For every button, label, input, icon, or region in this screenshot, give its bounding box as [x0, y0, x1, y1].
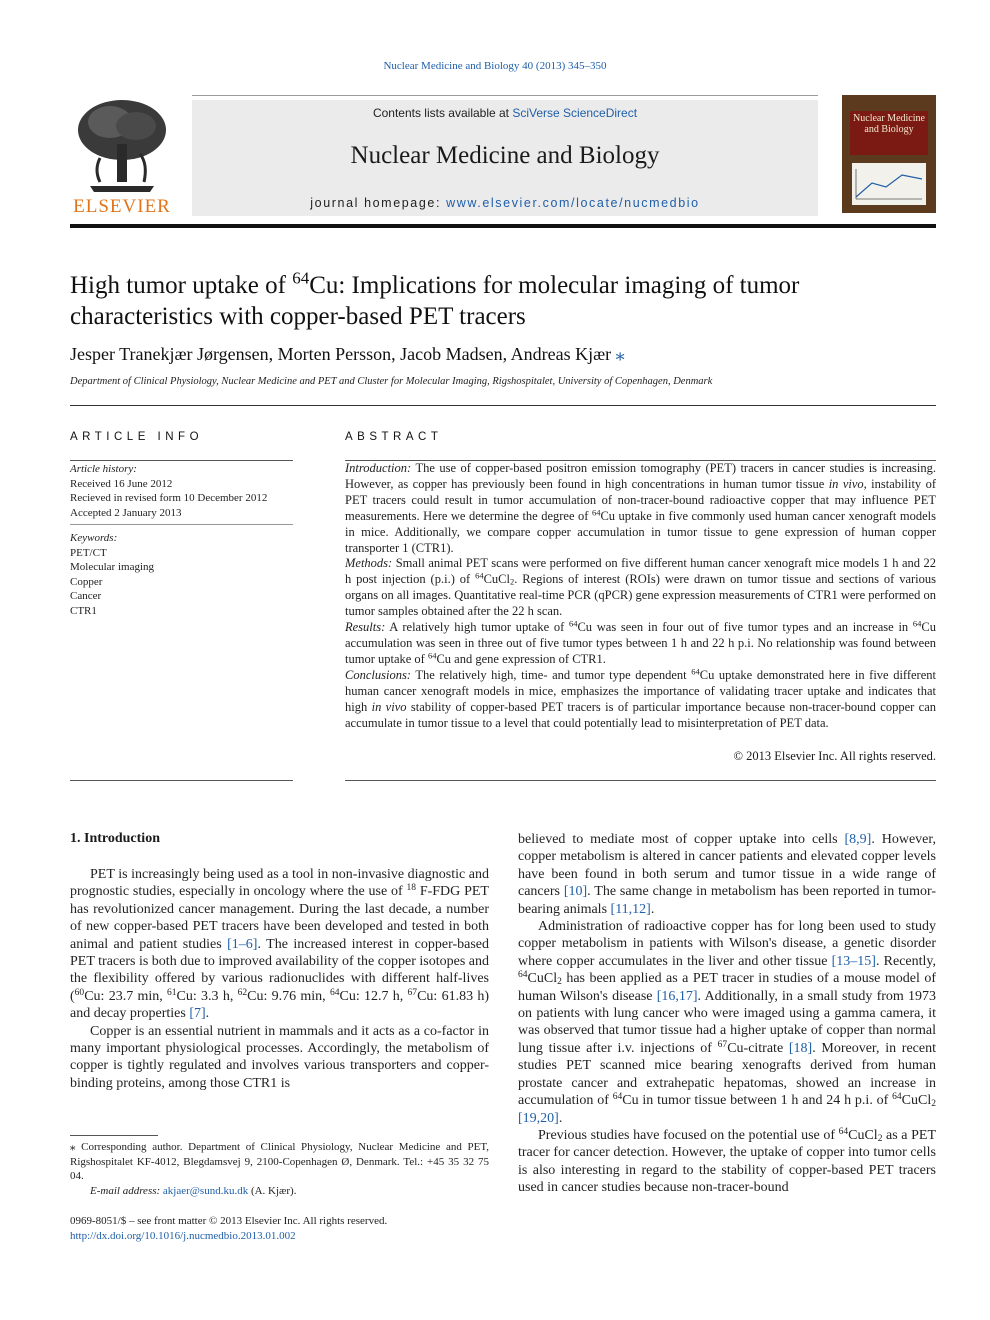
corresponding-author-note: ⁎ Corresponding author. Department of Clinical Physiology, Nuclear Medicine and PET, Rigshospitalet KF-4012, Blegdamsvej 9, 2100-Copenhagen Ø, Denmark. Tel.: +45 35 32 75 04.	[70, 1141, 489, 1182]
abstract-introduction: Introduction: The use of copper-based positron emission tomography (PET) tracers in cancer studies is increasing. However, as copper has previously been found in high concentrations in human tumor tissue in vivo, instability of PET tracers could result in tumor accumulation of non-tracer-bound radioactive copper that may influence PET measurements. Here we determine the degree of $^{64}$Cu uptake in five commonly used human cancer xenograft models in mice. Additionally, we compare copper accumulation in tumor tissue to gene expression of human copper transporter 1 (CTR1).	[345, 461, 936, 555]
history-label: Article history:	[70, 463, 137, 475]
journal-homepage: journal homepage: www.elsevier.com/locate/nucmedbio	[310, 196, 700, 210]
sciencedirect-link[interactable]: SciVerse ScienceDirect	[512, 106, 638, 120]
citation-link[interactable]: [11,12]	[610, 901, 651, 917]
author-list: Jesper Tranekjær Jørgensen, Morten Persson, Jacob Madsen, Andreas Kjær ⁎	[70, 344, 625, 364]
footnote-rule	[70, 1135, 158, 1136]
cover-figure	[852, 163, 926, 205]
header-divider	[192, 95, 818, 96]
body-column-left	[70, 866, 489, 1092]
citation-link[interactable]: [10]	[563, 884, 588, 900]
article-info-rule	[70, 460, 293, 461]
footnote	[70, 1140, 489, 1198]
issn-doi-block	[70, 1214, 670, 1243]
citation-link[interactable]: [13–15]	[831, 953, 876, 969]
copyright-notice: © 2013 Elsevier Inc. All rights reserved.	[733, 749, 936, 763]
keyword: Molecular imaging	[70, 561, 155, 573]
email-note: E-mail address: akjaer@sund.ku.dk (A. Kjær).	[90, 1184, 297, 1197]
corresponding-author-link[interactable]: ⁎	[615, 344, 625, 364]
journal-citation[interactable]: Nuclear Medicine and Biology 40 (2013) 345–350	[383, 60, 607, 72]
article-title: High tumor uptake of $^{64}$Cu: Implications for molecular imaging of tumor characteristics with copper-based PET tracers	[70, 268, 800, 330]
elsevier-tree-icon	[70, 96, 174, 194]
citation-link[interactable]: [7]	[189, 1006, 206, 1022]
info-divider	[70, 524, 293, 525]
history-received: Received 16 June 2012	[70, 477, 173, 490]
keyword: PET/CT	[70, 546, 107, 559]
article-info	[70, 462, 293, 618]
introduction-heading: 1. Introduction	[70, 831, 160, 846]
journal-title: Nuclear Medicine and Biology	[350, 142, 660, 169]
header-rule	[70, 224, 936, 228]
body-column-right	[518, 831, 936, 1197]
history-revised: Recieved in revised form 10 December 2012	[70, 492, 268, 504]
intro-paragraph-3: Administration of radioactive copper has for long been used to study copper metabolism in patients with Wilson's disease, a genetic disorder where copper accumulates in the liver and other tissue [13–15]. Recently, $^{64}$CuCl$_2$ has been applied as a PET tracer in studies of a mouse model of human Wilson's disease [16,17]. Additionally, in a small study from 1973 on patients with lung cancer who were imaged using a gamma camera, it was observed that tumor tissue had a higher uptake of copper than normal lung tissue after i.v. injections of $^{67}$Cu-citrate [18]. Moreover, in recent studies PET scanned mice bearing xenografts derived from human prostate cancer and extrahepatic hepatomas, showed an increase in accumulation of $^{64}$Cu in tumor tissue between 1 h and 24 h p.i. of $^{64}$CuCl$_2$ [19,20].	[518, 919, 936, 1126]
history-accepted: Accepted 2 January 2013	[70, 506, 182, 519]
intro-paragraph-2-cont: believed to mediate most of copper uptake into cells [8,9]. However, copper metabolism is altered in cancer patients and elevated copper levels have been found in both serum and tumor tissue in a wide range of cancers [10]. The same change in metabolism has been reported in tumor-bearing animals [11,12].	[518, 832, 936, 917]
abstract-conclusions: Conclusions: The relatively high, time- and tumor type dependent $^{64}$Cu uptake demonstrated here in five different human cancer xenograft models in mice, emphasizes the importance of validating tracer uptake and indicates that high in vivo stability of copper-based PET tracers is of particular importance because non-tracer-bound copper can accumulate in tumor tissue to a level that could potentially lead to misinterpretation of PET data.	[345, 666, 936, 730]
abstract-results: Results: A relatively high tumor uptake of $^{64}$Cu was seen in four out of five tumor types and an increase in $^{64}$Cu accumulation was seen in three out of five tumor types between 1 h and 22 h p.i. No relationship was found between tumor uptake of $^{64}$Cu and gene expression of CTR1.	[345, 618, 936, 666]
homepage-link[interactable]: www.elsevier.com/locate/nucmedbio	[446, 196, 700, 210]
abstract-bottom-rule	[345, 780, 936, 781]
citation-link[interactable]: [8,9]	[844, 832, 872, 847]
abstract-heading: ABSTRACT	[345, 431, 443, 443]
article-info-bottom-rule	[70, 780, 293, 781]
abstract-body	[345, 461, 936, 731]
citation-link[interactable]: [16,17]	[656, 988, 698, 1004]
doi-link[interactable]: http://dx.doi.org/10.1016/j.nucmedbio.2013.01.002	[70, 1229, 296, 1242]
email-link[interactable]: akjaer@sund.ku.dk	[162, 1184, 249, 1197]
citation-link[interactable]: [1–6]	[227, 936, 258, 952]
cover-plot-icon	[852, 163, 926, 205]
keyword: CTR1	[70, 604, 97, 617]
cover-title: Nuclear Medicine and Biology	[853, 113, 925, 135]
article-info-heading: ARTICLE INFO	[70, 431, 204, 443]
contents-available: Contents lists available at SciVerse ScienceDirect	[372, 106, 638, 120]
issn-line: 0969-8051/$ – see front matter © 2013 Elsevier Inc. All rights reserved.	[70, 1215, 388, 1227]
affiliation: Department of Clinical Physiology, Nuclear Medicine and PET and Cluster for Molecular Imaging, Rigshospitalet, University of Copenhagen, Denmark	[70, 376, 713, 387]
citation-link[interactable]: [19,20]	[518, 1110, 559, 1126]
intro-paragraph-1: PET is increasingly being used as a tool in non-invasive diagnostic and prognostic studies, especially in oncology where the use of $^{18}$ F-FDG PET has revolutionized cancer management. During the last decade, a number of new copper-based PET tracers have been developed and tested in both animal and patient studies [1–6]. The increased interest in copper-based PET tracers is both due to improved availability of the copper isotopes and the flexibility offered by various radionuclides with different half-lives ($^{60}$Cu: 23.7 min, $^{61}$Cu: 3.3 h, $^{62}$Cu: 9.76 min, $^{64}$Cu: 12.7 h, $^{67}$Cu: 61.83 h) and decay properties [7].	[70, 867, 490, 1022]
journal-cover-thumbnail[interactable]	[842, 95, 936, 213]
title-rule	[70, 405, 936, 406]
intro-paragraph-2: Copper is an essential nutrient in mammals and it acts as a co-factor in many important physiological processes. Accordingly, the metabolism of copper is tightly regulated and involves various transporters and copper-binding proteins, among those CTR1 is	[70, 1023, 489, 1091]
elsevier-logo[interactable]	[70, 96, 174, 216]
keywords-label: Keywords:	[70, 532, 118, 544]
intro-paragraph-4: Previous studies have focused on the potential use of $^{64}$CuCl$_2$ as a PET tracer for cancer detection. However, the uptake of copper into tumor cells is also interesting in regard to the stability of copper-based PET tracers used in cancer studies because non-tracer-bound	[518, 1126, 936, 1196]
abstract-methods: Methods: Small animal PET scans were performed on five different human cancer xenograft mice models 1 h and 22 h post injection (p.i.) of $^{64}$CuCl$_2$. Regions of interest (ROIs) were drawn on tumor tissue and sections of various organs on all images. Quantitative real-time PCR (qPCR) gene expression measurements of CTR1 were performed on tumor samples obtained after the 22 h scan.	[345, 556, 936, 619]
keyword: Cancer	[70, 590, 102, 602]
keyword: Copper	[70, 575, 103, 588]
citation-link[interactable]: [18]	[788, 1040, 813, 1056]
elsevier-wordmark: ELSEVIER	[73, 196, 171, 217]
